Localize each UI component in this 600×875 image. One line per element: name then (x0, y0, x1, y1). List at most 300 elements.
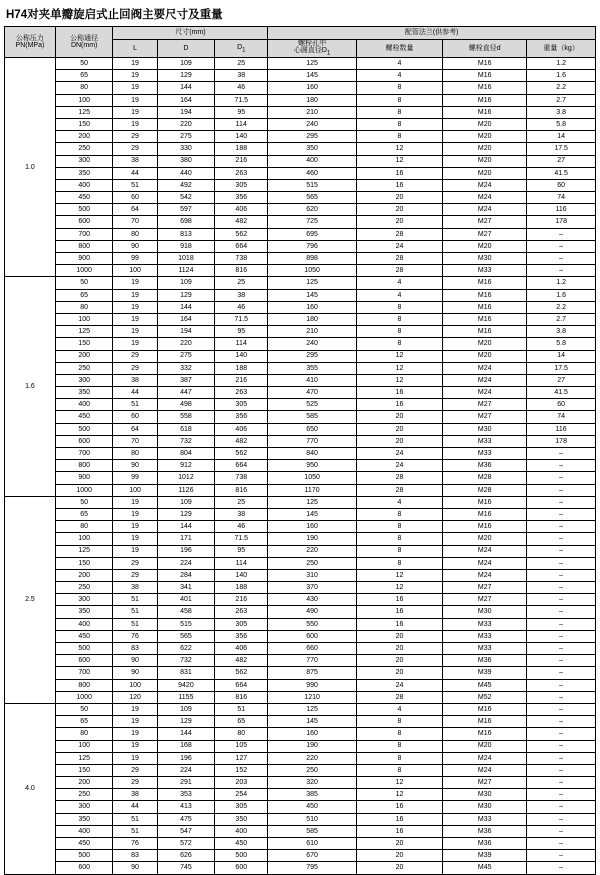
header-dn (55, 27, 113, 58)
bolt-count-cell: 12 (356, 143, 442, 155)
weight-cell: 2.2 (527, 301, 596, 313)
l-cell: 64 (113, 204, 157, 216)
bolt-pcd-cell: 565 (268, 192, 357, 204)
bolt-pcd-cell: 610 (268, 838, 357, 850)
l-cell: 19 (113, 740, 157, 752)
d-cell: 330 (157, 143, 215, 155)
bolt-dia-cell: M16 (443, 313, 527, 325)
l-cell: 19 (113, 703, 157, 715)
d-cell: 622 (157, 643, 215, 655)
bolt-pcd-cell: 620 (268, 204, 357, 216)
d1-cell: 254 (215, 789, 268, 801)
d1-cell: 664 (215, 679, 268, 691)
dn-cell: 1000 (55, 484, 113, 496)
weight-cell: – (527, 801, 596, 813)
l-cell: 19 (113, 70, 157, 82)
header-dn-line1: 公称通径 (70, 34, 99, 42)
bolt-count-cell: 20 (356, 435, 442, 447)
d1-cell: 356 (215, 630, 268, 642)
weight-cell: 1.6 (527, 289, 596, 301)
bolt-pcd-cell: 160 (268, 301, 357, 313)
header-pn-line2: PN(MPa) (15, 42, 45, 50)
bolt-pcd-cell: 240 (268, 118, 357, 130)
d1-cell: 38 (215, 508, 268, 520)
d1-cell: 140 (215, 350, 268, 362)
header-pn (5, 27, 56, 58)
table-row (5, 192, 596, 204)
dn-cell: 65 (55, 289, 113, 301)
dn-cell: 400 (55, 399, 113, 411)
bolt-pcd-cell: 795 (268, 862, 357, 874)
bolt-dia-cell: M16 (443, 94, 527, 106)
bolt-dia-cell: M20 (443, 350, 527, 362)
bolt-pcd-cell: 180 (268, 94, 357, 106)
weight-cell: – (527, 740, 596, 752)
bolt-count-cell: 12 (356, 582, 442, 594)
dn-cell: 900 (55, 472, 113, 484)
dn-cell: 350 (55, 167, 113, 179)
weight-cell: – (527, 679, 596, 691)
table-row (5, 813, 596, 825)
d1-cell: 46 (215, 82, 268, 94)
table-row (5, 143, 596, 155)
dn-cell: 300 (55, 155, 113, 167)
d-cell: 745 (157, 862, 215, 874)
dn-cell: 600 (55, 862, 113, 874)
bolt-pcd-cell: 350 (268, 143, 357, 155)
dn-cell: 400 (55, 179, 113, 191)
d1-cell: 450 (215, 838, 268, 850)
d1-cell: 188 (215, 143, 268, 155)
bolt-count-cell: 8 (356, 301, 442, 313)
table-row (5, 240, 596, 252)
l-cell: 51 (113, 618, 157, 630)
table-row (5, 313, 596, 325)
d1-cell: 140 (215, 131, 268, 143)
d1-cell: 46 (215, 301, 268, 313)
bolt-dia-cell: M20 (443, 533, 527, 545)
d1-cell: 500 (215, 850, 268, 862)
d-cell: 558 (157, 411, 215, 423)
d-cell: 194 (157, 326, 215, 338)
d-cell: 129 (157, 716, 215, 728)
l-cell: 19 (113, 289, 157, 301)
bolt-count-cell: 8 (356, 716, 442, 728)
bolt-dia-cell: M33 (443, 265, 527, 277)
d-cell: 804 (157, 448, 215, 460)
table-row (5, 301, 596, 313)
table-row (5, 764, 596, 776)
table-row (5, 752, 596, 764)
bolt-count-cell: 20 (356, 192, 442, 204)
header-pn-line1: 公称压力 (15, 34, 44, 42)
l-cell: 64 (113, 423, 157, 435)
header-d1: D1 (215, 40, 268, 58)
l-cell: 19 (113, 58, 157, 70)
dn-cell: 450 (55, 838, 113, 850)
d-cell: 129 (157, 508, 215, 520)
d-cell: 275 (157, 350, 215, 362)
bolt-count-cell: 20 (356, 850, 442, 862)
bolt-dia-cell: M16 (443, 106, 527, 118)
table-row (5, 618, 596, 630)
d1-cell: 203 (215, 777, 268, 789)
d1-cell: 562 (215, 667, 268, 679)
d1-cell: 664 (215, 460, 268, 472)
d-cell: 912 (157, 460, 215, 472)
d1-cell: 188 (215, 582, 268, 594)
d-cell: 547 (157, 825, 215, 837)
table-row (5, 94, 596, 106)
weight-cell: – (527, 777, 596, 789)
bolt-dia-cell: M16 (443, 70, 527, 82)
l-cell: 100 (113, 484, 157, 496)
bolt-dia-cell: M24 (443, 387, 527, 399)
table-row (5, 338, 596, 350)
d1-cell: 65 (215, 716, 268, 728)
d1-cell: 305 (215, 618, 268, 630)
l-cell: 60 (113, 192, 157, 204)
dn-cell: 800 (55, 460, 113, 472)
bolt-dia-cell: M28 (443, 472, 527, 484)
table-row (5, 716, 596, 728)
d-cell: 109 (157, 277, 215, 289)
bolt-pcd-cell: 840 (268, 448, 357, 460)
dn-cell: 100 (55, 313, 113, 325)
d-cell: 332 (157, 362, 215, 374)
bolt-dia-cell: M24 (443, 192, 527, 204)
d1-cell: 114 (215, 118, 268, 130)
table-row (5, 435, 596, 447)
l-cell: 60 (113, 411, 157, 423)
d1-cell: 127 (215, 752, 268, 764)
d-cell: 109 (157, 496, 215, 508)
header-dn-line2: DN(mm) (70, 42, 98, 50)
d1-cell: 816 (215, 691, 268, 703)
d-cell: 275 (157, 131, 215, 143)
weight-cell: 17.5 (527, 143, 596, 155)
l-cell: 38 (113, 155, 157, 167)
table-row (5, 216, 596, 228)
d-cell: 380 (157, 155, 215, 167)
d-cell: 284 (157, 569, 215, 581)
dn-cell: 700 (55, 228, 113, 240)
bolt-pcd-cell: 125 (268, 277, 357, 289)
bolt-pcd-cell: 515 (268, 179, 357, 191)
l-cell: 19 (113, 716, 157, 728)
l-cell: 90 (113, 667, 157, 679)
d-cell: 1018 (157, 253, 215, 265)
table-row (5, 118, 596, 130)
dn-cell: 600 (55, 216, 113, 228)
bolt-count-cell: 12 (356, 777, 442, 789)
d-cell: 196 (157, 752, 215, 764)
bolt-count-cell: 28 (356, 484, 442, 496)
d-cell: 220 (157, 338, 215, 350)
bolt-dia-cell: M20 (443, 167, 527, 179)
weight-cell: 41.5 (527, 167, 596, 179)
d1-cell: 482 (215, 216, 268, 228)
d1-cell: 406 (215, 204, 268, 216)
bolt-count-cell: 4 (356, 289, 442, 301)
table-row (5, 253, 596, 265)
weight-cell: – (527, 716, 596, 728)
d-cell: 618 (157, 423, 215, 435)
table-row (5, 801, 596, 813)
d-cell: 1012 (157, 472, 215, 484)
bolt-count-cell: 16 (356, 399, 442, 411)
d1-cell: 51 (215, 703, 268, 715)
d-cell: 498 (157, 399, 215, 411)
d-cell: 341 (157, 582, 215, 594)
table-row (5, 155, 596, 167)
l-cell: 51 (113, 594, 157, 606)
table-row (5, 374, 596, 386)
bolt-count-cell: 16 (356, 825, 442, 837)
dn-cell: 65 (55, 70, 113, 82)
bolt-pcd-cell: 250 (268, 764, 357, 776)
table-body (5, 58, 596, 875)
weight-cell: – (527, 850, 596, 862)
d-cell: 291 (157, 777, 215, 789)
l-cell: 80 (113, 228, 157, 240)
bolt-pcd-cell: 585 (268, 825, 357, 837)
table-row (5, 277, 596, 289)
weight-cell: – (527, 533, 596, 545)
bolt-pcd-cell: 1210 (268, 691, 357, 703)
table-row (5, 70, 596, 82)
weight-cell: 41.5 (527, 387, 596, 399)
weight-cell: 3.8 (527, 106, 596, 118)
d-cell: 109 (157, 703, 215, 715)
weight-cell: – (527, 594, 596, 606)
bolt-pcd-cell: 160 (268, 82, 357, 94)
bolt-pcd-cell: 898 (268, 253, 357, 265)
bolt-pcd-cell: 125 (268, 496, 357, 508)
bolt-pcd-cell: 295 (268, 350, 357, 362)
d1-cell: 664 (215, 240, 268, 252)
bolt-pcd-cell: 670 (268, 850, 357, 862)
weight-cell: 2.7 (527, 313, 596, 325)
bolt-dia-cell: M16 (443, 521, 527, 533)
d-cell: 440 (157, 167, 215, 179)
dn-cell: 600 (55, 655, 113, 667)
l-cell: 29 (113, 764, 157, 776)
bolt-dia-cell: M16 (443, 716, 527, 728)
bolt-dia-cell: M27 (443, 594, 527, 606)
bolt-pcd-cell: 250 (268, 557, 357, 569)
bolt-pcd-cell: 295 (268, 131, 357, 143)
bolt-pcd-cell: 160 (268, 521, 357, 533)
l-cell: 70 (113, 435, 157, 447)
dn-cell: 65 (55, 716, 113, 728)
bolt-dia-cell: M27 (443, 228, 527, 240)
bolt-dia-cell: M20 (443, 118, 527, 130)
d1-cell: 263 (215, 167, 268, 179)
d-cell: 492 (157, 179, 215, 191)
bolt-count-cell: 4 (356, 58, 442, 70)
dn-cell: 800 (55, 679, 113, 691)
table-row (5, 740, 596, 752)
bolt-count-cell: 12 (356, 350, 442, 362)
header-d: D (157, 40, 215, 58)
table-row (5, 460, 596, 472)
table-row (5, 508, 596, 520)
l-cell: 70 (113, 216, 157, 228)
weight-cell: – (527, 508, 596, 520)
bolt-dia-cell: M36 (443, 838, 527, 850)
header-flange-group: 配管法兰(供参考) (268, 27, 596, 40)
table-row (5, 265, 596, 277)
d1-cell: 71.5 (215, 313, 268, 325)
bolt-dia-cell: M16 (443, 508, 527, 520)
bolt-pcd-cell: 450 (268, 801, 357, 813)
bolt-count-cell: 20 (356, 862, 442, 874)
pn-cell: 4.0 (5, 703, 56, 874)
d1-cell: 406 (215, 643, 268, 655)
bolt-count-cell: 8 (356, 82, 442, 94)
d-cell: 224 (157, 764, 215, 776)
l-cell: 51 (113, 606, 157, 618)
pn-cell: 1.6 (5, 277, 56, 496)
d1-cell: 305 (215, 399, 268, 411)
bolt-pcd-cell: 490 (268, 606, 357, 618)
d1-cell: 25 (215, 496, 268, 508)
d1-cell: 38 (215, 289, 268, 301)
bolt-dia-cell: M16 (443, 277, 527, 289)
table-row (5, 582, 596, 594)
bolt-dia-cell: M36 (443, 825, 527, 837)
d-cell: 194 (157, 106, 215, 118)
l-cell: 19 (113, 301, 157, 313)
dn-cell: 150 (55, 557, 113, 569)
d1-cell: 356 (215, 411, 268, 423)
table-row (5, 179, 596, 191)
bolt-dia-cell: M36 (443, 655, 527, 667)
bolt-dia-cell: M30 (443, 423, 527, 435)
dn-cell: 300 (55, 801, 113, 813)
d1-cell: 816 (215, 484, 268, 496)
bolt-dia-cell: M20 (443, 338, 527, 350)
dn-cell: 350 (55, 813, 113, 825)
bolt-count-cell: 24 (356, 460, 442, 472)
d1-cell: 71.5 (215, 533, 268, 545)
dn-cell: 500 (55, 850, 113, 862)
l-cell: 38 (113, 374, 157, 386)
weight-cell: 60 (527, 179, 596, 191)
weight-cell: 116 (527, 204, 596, 216)
dn-cell: 350 (55, 387, 113, 399)
d1-cell: 400 (215, 825, 268, 837)
bolt-count-cell: 24 (356, 448, 442, 460)
bolt-dia-cell: M20 (443, 143, 527, 155)
weight-cell: – (527, 448, 596, 460)
weight-cell: – (527, 545, 596, 557)
l-cell: 51 (113, 813, 157, 825)
d1-cell: 816 (215, 265, 268, 277)
l-cell: 90 (113, 655, 157, 667)
bolt-dia-cell: M20 (443, 131, 527, 143)
bolt-dia-cell: M27 (443, 399, 527, 411)
bolt-count-cell: 28 (356, 228, 442, 240)
bolt-dia-cell: M30 (443, 253, 527, 265)
weight-cell: 74 (527, 192, 596, 204)
d-cell: 698 (157, 216, 215, 228)
d1-cell: 600 (215, 862, 268, 874)
dn-cell: 80 (55, 728, 113, 740)
bolt-dia-cell: M27 (443, 777, 527, 789)
d-cell: 164 (157, 313, 215, 325)
l-cell: 83 (113, 850, 157, 862)
bolt-dia-cell: M20 (443, 740, 527, 752)
d-cell: 475 (157, 813, 215, 825)
l-cell: 76 (113, 838, 157, 850)
bolt-pcd-cell: 125 (268, 58, 357, 70)
bolt-pcd-cell: 220 (268, 752, 357, 764)
d1-cell: 71.5 (215, 94, 268, 106)
l-cell: 51 (113, 179, 157, 191)
table-row (5, 850, 596, 862)
l-cell: 19 (113, 118, 157, 130)
bolt-pcd-cell: 1050 (268, 472, 357, 484)
bolt-dia-cell: M39 (443, 850, 527, 862)
dn-cell: 300 (55, 374, 113, 386)
bolt-count-cell: 24 (356, 240, 442, 252)
page-title: H74对夹单瓣旋启式止回阀主要尺寸及重量 (6, 9, 223, 21)
weight-cell: – (527, 813, 596, 825)
bolt-pcd-cell: 370 (268, 582, 357, 594)
weight-cell: – (527, 618, 596, 630)
weight-cell: 17.5 (527, 362, 596, 374)
l-cell: 29 (113, 143, 157, 155)
bolt-count-cell: 28 (356, 472, 442, 484)
pn-cell: 1.0 (5, 58, 56, 277)
dn-cell: 150 (55, 338, 113, 350)
weight-cell: 60 (527, 399, 596, 411)
bolt-dia-cell: M24 (443, 569, 527, 581)
bolt-count-cell: 8 (356, 94, 442, 106)
bolt-pcd-cell: 770 (268, 655, 357, 667)
dn-cell: 125 (55, 326, 113, 338)
weight-cell: 27 (527, 155, 596, 167)
d1-cell: 140 (215, 569, 268, 581)
l-cell: 76 (113, 630, 157, 642)
bolt-count-cell: 8 (356, 106, 442, 118)
bolt-pcd-cell: 145 (268, 716, 357, 728)
dn-cell: 1000 (55, 265, 113, 277)
dn-cell: 80 (55, 521, 113, 533)
d-cell: 732 (157, 655, 215, 667)
bolt-pcd-cell: 125 (268, 703, 357, 715)
bolt-count-cell: 20 (356, 216, 442, 228)
bolt-dia-cell: M45 (443, 862, 527, 874)
d-cell: 129 (157, 70, 215, 82)
bolt-dia-cell: M45 (443, 679, 527, 691)
dn-cell: 300 (55, 594, 113, 606)
specification-table (4, 26, 596, 875)
table-row (5, 691, 596, 703)
dn-cell: 50 (55, 58, 113, 70)
weight-cell: – (527, 752, 596, 764)
l-cell: 90 (113, 862, 157, 874)
weight-cell: – (527, 521, 596, 533)
d1-cell: 216 (215, 374, 268, 386)
d-cell: 542 (157, 192, 215, 204)
d1-cell: 263 (215, 387, 268, 399)
bolt-dia-cell: M24 (443, 362, 527, 374)
d-cell: 144 (157, 521, 215, 533)
bolt-dia-cell: M16 (443, 289, 527, 301)
